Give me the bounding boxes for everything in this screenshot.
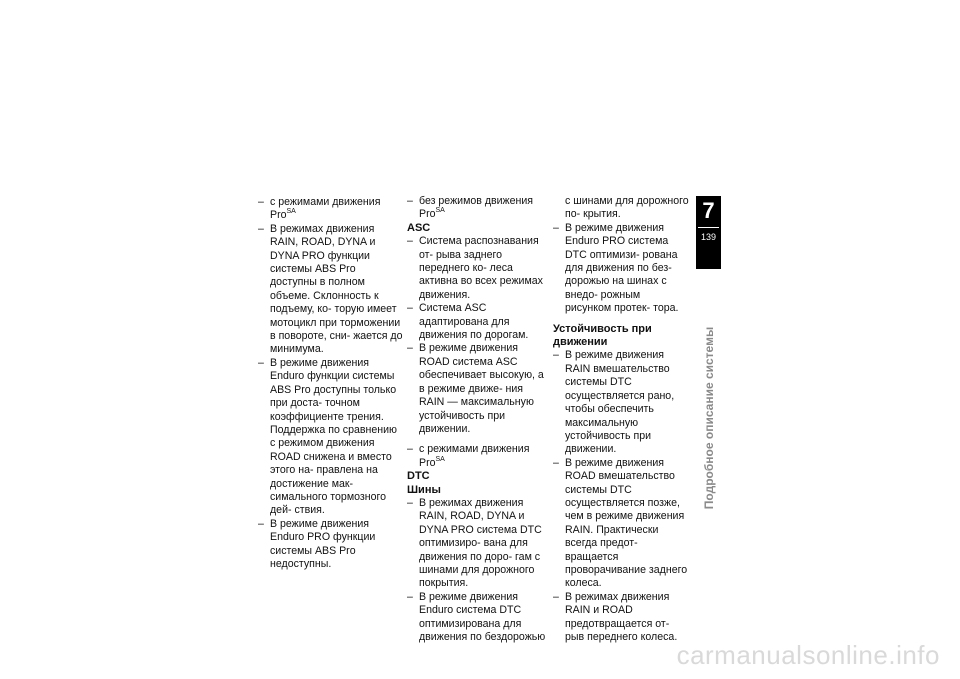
pro-modes-condition [407, 443, 547, 470]
watermark: carmanualsonline.info [676, 640, 940, 670]
dtc-enduro-pro-list [553, 222, 689, 316]
condition-text: без режимов движения Pro [419, 195, 534, 221]
dash-bullet: – [407, 302, 413, 315]
list-item [407, 235, 547, 302]
continued-paragraph: с шинами для дорожного по- крытия. [565, 195, 689, 221]
list-item [407, 497, 547, 591]
continued-text [553, 195, 689, 222]
stability-list [553, 349, 689, 644]
list-item [407, 591, 547, 645]
list-item [407, 342, 547, 436]
abs-pro-list [258, 223, 403, 572]
list-item-text: Система распознавания от- рыва заднего переднего ко- леса активна во всех режимах движения. [419, 235, 543, 301]
list-item-text: В режиме движения Enduro функции системы ABS Pro доступны только при доста- точном коэффициенте трения. Поддержка по сравнению с режимом движения ROAD снижена и вместо этого на- правлена на достижение мак- симального тормозного дей- ствия. [270, 356, 397, 517]
chapter-title: Подробное описание системы [702, 326, 716, 510]
list-item [553, 349, 689, 456]
list-item-text: В режимах движения RAIN, ROAD, DYNA и DYNA PRO система DTC оптимизиро- вана для движения по доро- гам с шинами для дорожного покрытия. [419, 496, 542, 590]
list-item-text: В режиме движения ROAD система ASC обеспечивает высокую, а в режиме движе- ния RAIN — максимальную устойчивость при движении. [419, 342, 544, 435]
list-item-text: В режиме движения Enduro PRO система DTC оптимизи- рована для движения по без- дорожью на шинах с внедо- рожным рисунком протек- тора. [565, 221, 679, 315]
list-item [553, 222, 689, 316]
dash-bullet: – [407, 235, 413, 248]
dash-bullet: – [407, 195, 413, 207]
dash-bullet: – [407, 590, 413, 603]
dash-bullet: – [258, 517, 264, 530]
dtc-heading: DTC [407, 470, 430, 483]
dash-bullet: – [407, 342, 413, 355]
dash-bullet: – [407, 443, 413, 456]
dtc-list [407, 497, 547, 644]
dash-bullet: – [553, 221, 559, 234]
text-column-3 [553, 195, 689, 644]
tires-heading: Шины [407, 483, 441, 496]
asc-list [407, 235, 547, 436]
list-item-text: В режиме движения Enduro система DTC оптимизирована для движения по бездорожью [419, 590, 546, 643]
pro-modes-condition [258, 196, 403, 223]
sa-superscript: SA [435, 455, 445, 463]
dash-bullet: – [553, 590, 559, 603]
list-item [258, 223, 403, 357]
list-item-text: В режимах движения RAIN и ROAD предотвращается от- рыв переднего колеса. [565, 590, 678, 643]
asc-heading: ASC [407, 221, 431, 234]
stability-heading: Устойчивость при движении [553, 322, 652, 349]
sa-superscript: SA [286, 208, 296, 216]
text-column-1 [258, 196, 403, 571]
list-item [407, 302, 547, 342]
dash-bullet: – [258, 196, 264, 208]
dash-bullet: – [258, 356, 264, 369]
dash-bullet: – [258, 222, 264, 235]
chapter-marker [696, 196, 721, 269]
no-pro-modes-condition [407, 195, 547, 222]
list-item-text: Система ASC адаптирована для движения по дорогам. [419, 302, 529, 342]
condition-text: с режимами движения Pro [419, 443, 530, 469]
chapter-number: 7 [702, 198, 715, 223]
list-item [258, 518, 403, 572]
list-item-text: В режиме движения RAIN вмешательство системы DTC осуществляется рано, чтобы обеспечить максимальную устойчивость при движении. [565, 349, 675, 456]
list-item [553, 457, 689, 591]
list-item [258, 357, 403, 518]
sa-superscript: SA [435, 207, 445, 215]
page-number: 139 [700, 232, 717, 242]
list-item-text: В режиме движения Enduro PRO функции системы ABS Pro недоступны. [270, 517, 376, 570]
condition-text: с режимами движения Pro [270, 196, 381, 222]
dash-bullet: – [407, 496, 413, 509]
list-item-text: В режиме движения ROAD вмешательство системы DTC осуществляется позже, чем в режиме движения RAIN. Практически всегда предот- вращается проворачивание заднего колеса. [565, 456, 688, 590]
text-column-2 [407, 195, 547, 644]
chapter-divider [698, 227, 719, 228]
list-item-text: В режимах движения RAIN, ROAD, DYNA и DYNA PRO функции системы ABS Pro доступны в полном объеме. Склонность к подъему, ко- торую имеет мотоцикл при торможении в повороте, сни- жается до минимума. [270, 222, 403, 356]
dash-bullet: – [553, 456, 559, 469]
dash-bullet: – [553, 349, 559, 362]
list-item [553, 591, 689, 645]
